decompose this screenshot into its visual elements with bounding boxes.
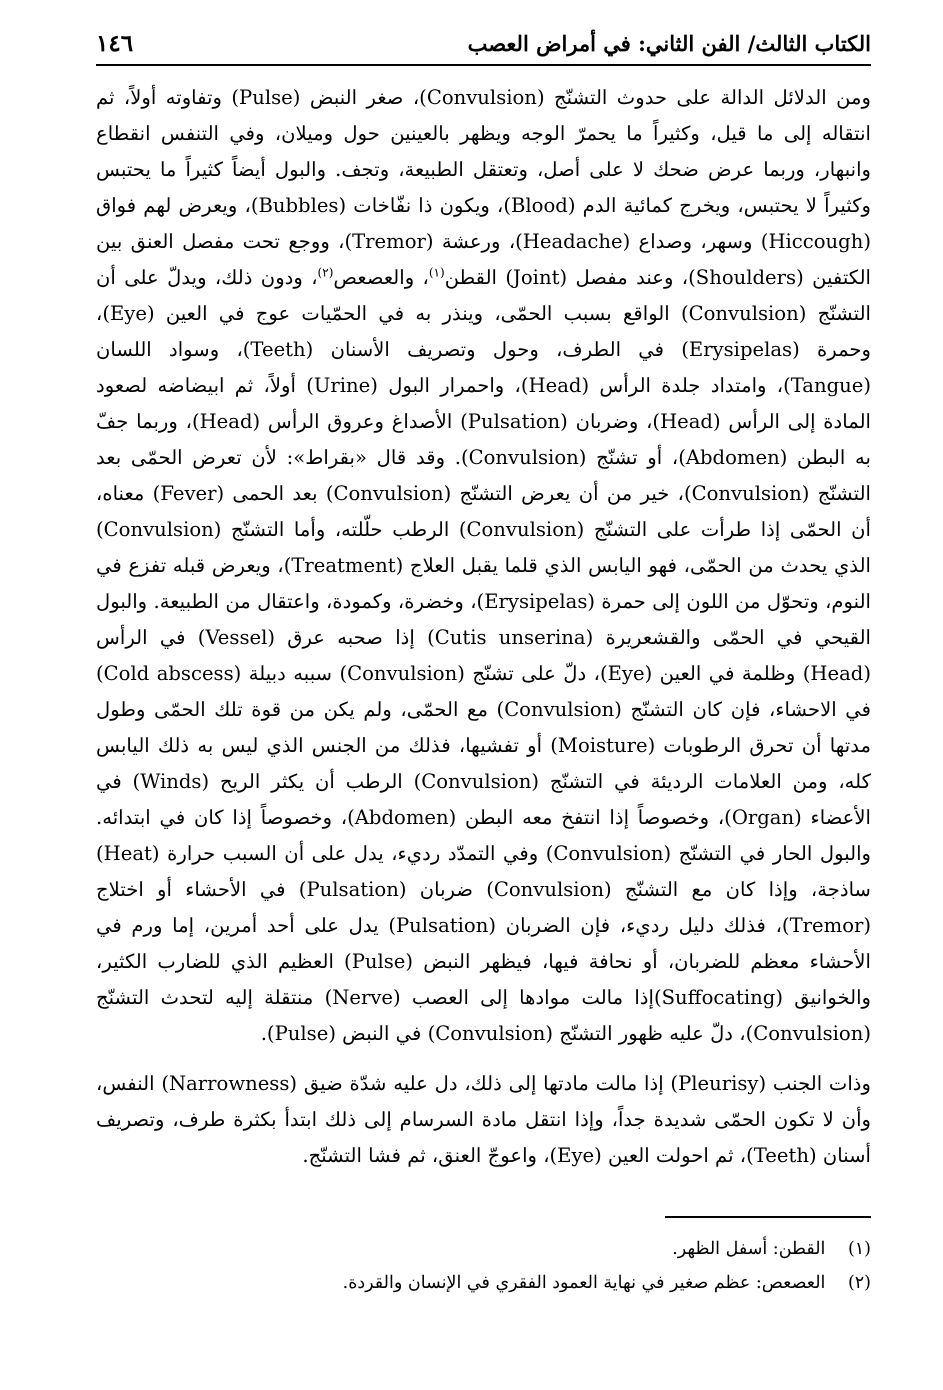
footnote-number: (٢): [847, 1273, 871, 1293]
footnote-text: القطن: أسفل الظهر.: [672, 1239, 826, 1259]
footnote-ref-1[interactable]: (١): [428, 265, 445, 280]
paragraph-1-part-3: ، ودون ذلك، ويدلّ على أن التشنّج (Convulsion) الواقع بسبب الحمّى، وينذر به في الحمّيات عوج في العين (Eye)، وحمرة (Erysipelas) في الطرف، وحول وتصريف الأسنان (Teeth)، وسواد اللسان (Tangue)، وامتداد جلدة الرأس (Head)، واحمرار البول (Urine) أولاً، ثم ابيضاضه لصعود المادة إلى الرأس (Head)، وضربان (Pulsation) الأصداغ وعروق الرأس (Head)، وربما جفّ به البطن (Abdomen)، أو تشنّج (Convulsion). وقد قال «بقراط»: لأن تعرض الحمّى بعد التشنّج (Convulsion)، خير من أن يعرض التشنّج (Convulsion) بعد الحمى (Fever) معناه، أن الحمّى إذا طرأت على التشنّج (Convulsion) الرطب حلّلته، وأما التشنّج (Convulsion) الذي يحدث من الحمّى، فهو اليابس الذي قلما يقبل العلاج (Treatment)، ويعرض قبله تفزع في النوم، وتحوّل من اللون إلى حمرة (Erysipelas)، وخضرة، وكمودة، واعتقال من الطبيعة. والبول القيحي في الحمّى والقشعريرة (Cutis unserina) إذا صحبه عرق (Vessel) في الرأس (Head) وظلمة في العين (Eye)، دلّ على تشنّج (Convulsion) سببه دبيلة (Cold abscess) في الاحشاء، فإن كان التشنّج (Convulsion) مع الحمّى، ولم يكن من قوة تلك الحمّى وطول مدتها أن تحرق الرطوبات (Moisture) أو تفشيها، فذلك من الجنس الذي ليس به ذلك اليابس كله، ومن العلامات الرديئة في التشنّج (Convulsion) الرطب أن يكثر الريح (Winds) في الأعضاء (Organ)، وخصوصاً إذا انتفخ معه البطن (Abdomen)، وخصوصاً إذا كان في ابتدائه. والبول الحار في التشنّج (Convulsion) وفي التمدّد رديء، يدل على أن السبب حرارة (Heat) ساذجة، وإذا كان مع التشنّج (Convulsion) ضربان (Pulsation) في الأحشاء أو اختلاج (Tremor)، فذلك دليل رديء، فإن الضربان (Pulsation) يدل على أحد أمرين، إما ورم في الأحشاء معظم للضربان، أو نحافة فيها، فيظهر النبض (Pulse) العظيم الذي للضارب الكثير، والخوانيق (Suffocating)إذا مالت موادها إلى العصب (Nerve) منتقلة إليه لتحدث التشنّج (Convulsion)، دلّ عليه ظهور التشنّج (Convulsion) في النبض (Pulse).: [96, 266, 872, 1045]
paragraph-1-part-2: ، والعصعص: [333, 266, 429, 289]
footnote-number: (١): [847, 1239, 871, 1259]
footnotes: [96, 1232, 871, 1300]
running-header: [96, 28, 871, 66]
footnote-text: العصعص: عظم صغير في نهاية العمود الفقري في الإنسان والقردة.: [342, 1273, 826, 1293]
footnote-ref-2[interactable]: (٢): [317, 265, 334, 280]
paragraph-1-part-1: ومن الدلائل الدالة على حدوث التشنّج (Convulsion)، صغر النبض (Pulse) وتفاوته أولاً، ثم انتقاله إلى ما قيل، وكثيراً ما يحمرّ الوجه ويظهر بالعينين حول وميلان، وفي التنفس انقطاع وانبهار، وربما عرض ضحك لا على أصل، وتعتقل الطبيعة، وتجف. والبول أيضاً كثيراً ما يحتبس وكثيراً لا يحتبس، ويخرج كمائية الدم (Blood)، ويكون ذا نفّاخات (Bubbles)، ويعرض لهم فواق (Hiccough) وسهر، وصداع (Headache)، ورعشة (Tremor)، ووجع تحت مفصل العنق بين الكتفين (Shoulders)، وعند مفصل (Joint) القطن: [96, 86, 871, 289]
main-text: [96, 80, 871, 1174]
footnote-1: [96, 1232, 871, 1266]
footnote-2: [96, 1266, 871, 1300]
page-number: ١٤٦: [96, 30, 134, 57]
paragraph-1: [96, 80, 871, 1052]
paragraph-2: وذات الجنب (Pleurisy) إذا مالت مادتها إلى ذلك، دل عليه شدّة ضيق (Narrowness) النفس، وأن لا تكون الحمّى شديدة جداً، وإذا انتقل مادة السرسام إلى ذلك ابتدأ بكثرة طرف، وتصريف أسنان (Teeth)، ثم احولت العين (Eye)، واعوجّ العنق، ثم فشا التشنّج.: [96, 1072, 871, 1167]
footnote-divider: [665, 1216, 871, 1218]
chapter-title: الكتاب الثالث/ الفن الثاني: في أمراض العصب: [467, 31, 871, 56]
